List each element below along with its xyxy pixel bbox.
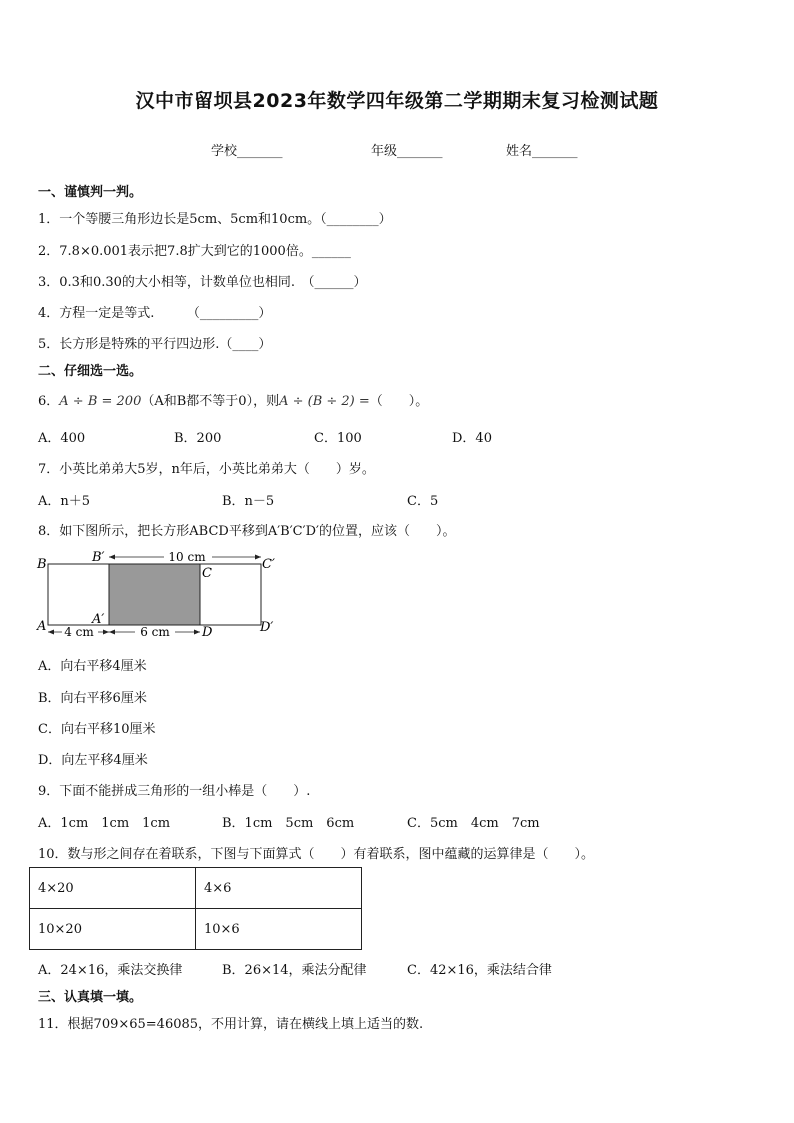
- question-6-option-a[interactable]: A．400: [38, 431, 86, 446]
- table-cell: 4×20: [30, 868, 196, 909]
- section-heading-2: 二、仔细选一选。: [38, 364, 143, 379]
- question-6: [38, 390, 428, 409]
- table-cell: 10×20: [30, 909, 196, 950]
- question-8-option-d[interactable]: D．向左平移4厘米: [38, 753, 148, 768]
- table-row: [30, 909, 362, 950]
- section-heading-1: 一、谨慎判一判。: [38, 185, 143, 200]
- question-6-option-c[interactable]: C．100: [314, 431, 362, 446]
- question-6-option-b[interactable]: B．200: [174, 431, 222, 446]
- section-heading-3: 三、认真填一填。: [38, 990, 143, 1005]
- question-8-option-c[interactable]: C．向右平移10厘米: [38, 722, 156, 737]
- vertex-label-d: D: [202, 625, 213, 640]
- bottom-arrow-left: [109, 630, 115, 635]
- shaded-rectangle: [109, 564, 200, 625]
- top-arrow-left: [109, 555, 115, 560]
- bottom-arrow-right: [194, 630, 200, 635]
- left-arrow-left: [48, 630, 54, 635]
- left-dimension-label: 4 cm: [64, 625, 94, 639]
- translation-figure: [34, 546, 284, 642]
- question-10-option-b[interactable]: B．26×14，乘法分配律: [222, 963, 367, 978]
- question-8-option-a[interactable]: A．向右平移4厘米: [38, 659, 147, 674]
- question-1: 1．一个等腰三角形边长是5cm、5cm和10cm。（________）: [38, 212, 392, 227]
- question-11: 11．根据709×65=46085，不用计算，请在横线上填上适当的数.: [38, 1017, 424, 1032]
- table-row: [30, 868, 362, 909]
- vertex-label-b: B: [37, 557, 47, 572]
- vertex-label-c: C: [202, 566, 212, 581]
- question-6-blank: （ ）。: [369, 394, 429, 409]
- vertex-label-a: A: [37, 619, 47, 634]
- question-10-option-a[interactable]: A．24×16，乘法交换律: [38, 963, 183, 978]
- question-9-option-c[interactable]: C．5cm 4cm 7cm: [407, 816, 540, 831]
- question-10-area-table: [29, 867, 362, 950]
- table-cell: 10×6: [196, 909, 362, 950]
- question-9-option-b[interactable]: B．1cm 5cm 6cm: [222, 816, 355, 831]
- question-7-option-a[interactable]: A．n＋5: [38, 494, 91, 509]
- name-field[interactable]: 姓名_______: [506, 144, 578, 159]
- question-10: 10．数与形之间存在着联系，下图与下面算式（ ）有着联系，图中蕴藏的运算律是（ ）。: [38, 847, 595, 862]
- question-6-expression-1: A ÷ B = 200: [59, 394, 142, 409]
- page-title: 汉中市留坝县2023年数学四年级第二学期期末复习检测试题: [135, 90, 659, 112]
- question-6-option-d[interactable]: D．40: [452, 431, 492, 446]
- question-5: 5．长方形是特殊的平行四边形.（____）: [38, 337, 272, 352]
- vertex-label-b-prime: B′: [92, 550, 105, 565]
- question-3: 3．0.3和0.30的大小相等，计数单位也相同. （______）: [38, 275, 367, 290]
- question-9-option-a[interactable]: A．1cm 1cm 1cm: [38, 816, 171, 831]
- left-arrow-right: [103, 630, 109, 635]
- question-7-option-c[interactable]: C．5: [407, 494, 439, 509]
- question-4: 4．方程一定是等式. （_________）: [38, 306, 272, 321]
- bottom-dimension-label: 6 cm: [140, 625, 170, 639]
- question-2: 2．7.8×0.001表示把7.8扩大到它的1000倍。______: [38, 244, 351, 259]
- question-8-option-b[interactable]: B．向右平移6厘米: [38, 691, 147, 706]
- question-10-option-c[interactable]: C．42×16，乘法结合律: [407, 963, 552, 978]
- top-arrow-right: [255, 555, 261, 560]
- table-cell: 4×6: [196, 868, 362, 909]
- question-7-option-b[interactable]: B．n－5: [222, 494, 275, 509]
- vertex-label-d-prime: D′: [260, 620, 274, 635]
- top-dimension-label: 10 cm: [168, 550, 206, 564]
- question-6-expression-2: A ÷ (B ÷ 2) =: [279, 394, 370, 409]
- grade-field[interactable]: 年级_______: [371, 144, 443, 159]
- vertex-label-c-prime: C′: [262, 557, 275, 572]
- question-9: 9．下面不能拼成三角形的一组小棒是（ ）.: [38, 784, 311, 799]
- vertex-label-a-prime: A′: [92, 612, 105, 627]
- question-8: 8．如下图所示，把长方形ABCD平移到A′B′C′D′的位置，应该（ ）。: [38, 524, 456, 539]
- school-field[interactable]: 学校_______: [211, 144, 283, 159]
- question-6-middle: （A和B都不等于0），则: [141, 394, 280, 409]
- question-7: 7．小英比弟弟大5岁，n年后，小英比弟弟大（ ）岁。: [38, 462, 375, 477]
- question-6-number: 6．: [38, 394, 60, 409]
